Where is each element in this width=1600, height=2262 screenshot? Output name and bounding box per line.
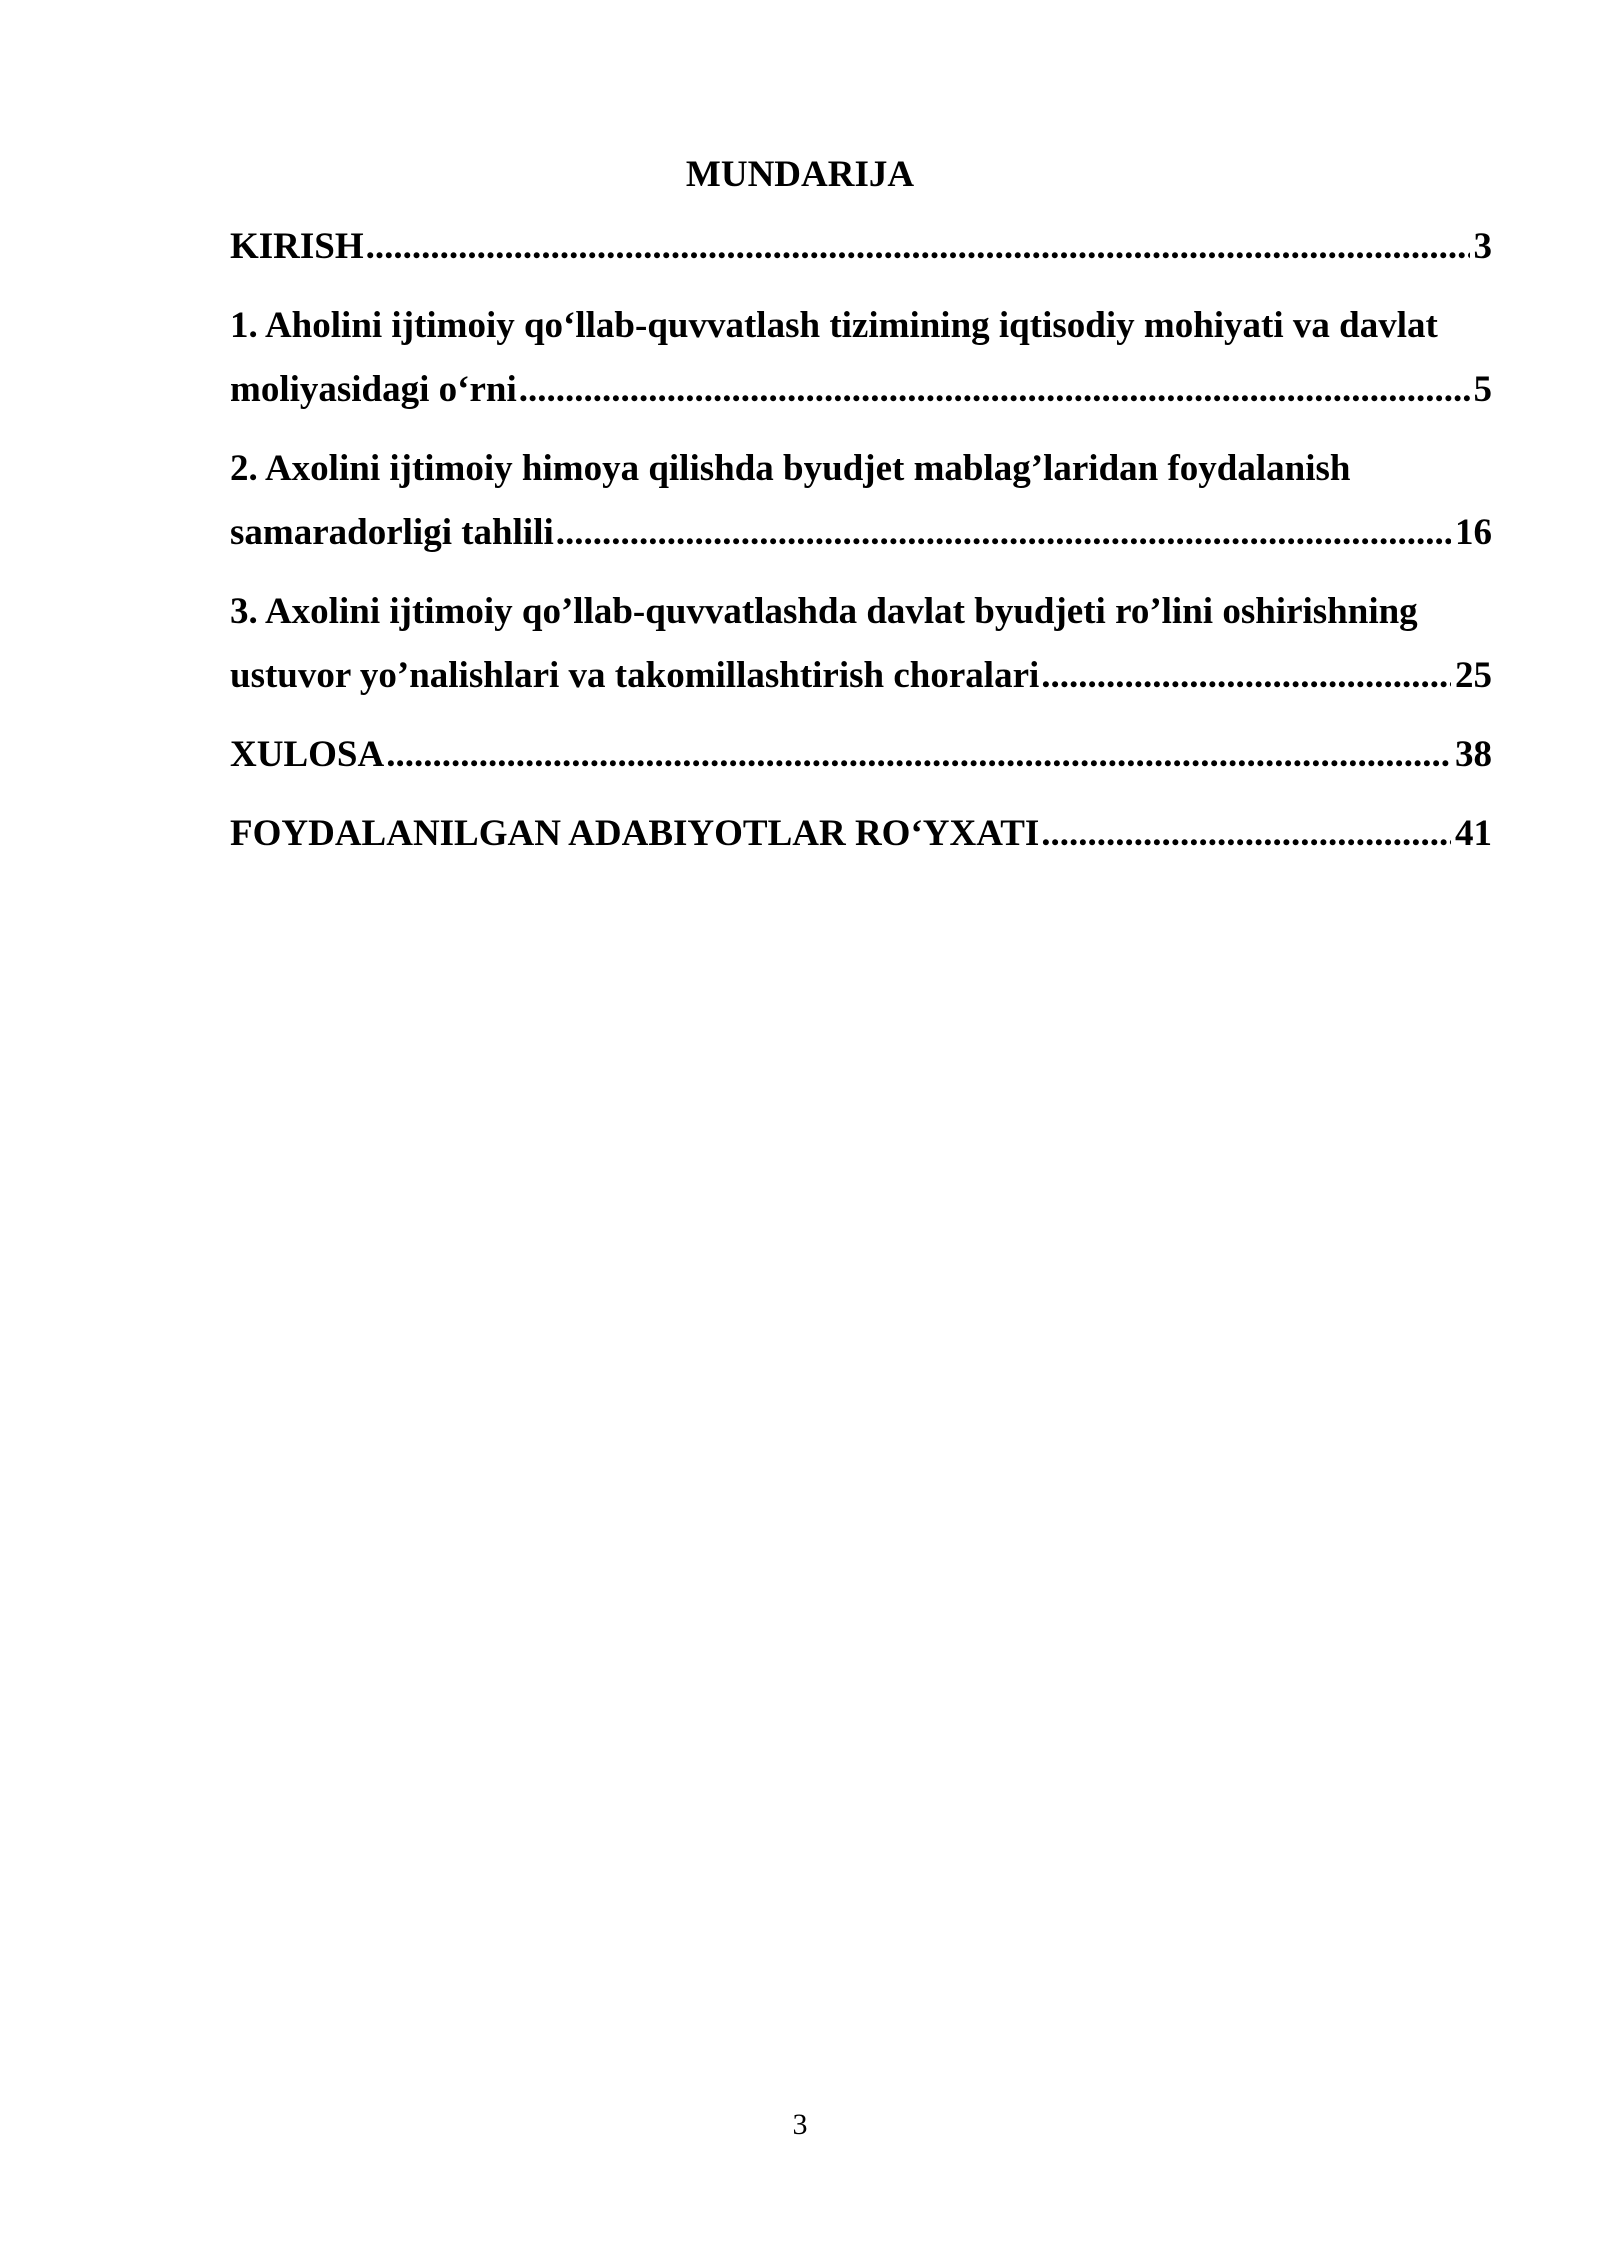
toc-entry-title-first-line: 1. Aholini ijtimoiy qo‘llab-quvvatlash tizimining iqtisodiy mohiyati va davlat: [230, 305, 1438, 346]
dot-leader: [556, 501, 1451, 565]
toc-entry-references[interactable]: [230, 802, 1492, 866]
toc-entry-chapter-1[interactable]: [230, 294, 1492, 422]
toc-page-number: 16: [1455, 512, 1492, 553]
toc-page-number: 25: [1455, 655, 1492, 696]
toc-page-number: 5: [1473, 369, 1492, 410]
dot-leader: [366, 215, 1470, 279]
dot-leader: [519, 358, 1470, 422]
toc-entry-title-first-line: 3. Axolini ijtimoiy qo’llab-quvvatlashda davlat byudjeti ro’lini oshirishning: [230, 591, 1418, 632]
toc-page-number: 3: [1473, 226, 1492, 267]
toc-entry-kirish[interactable]: [230, 215, 1492, 279]
table-of-contents: [230, 215, 1492, 881]
toc-entry-title-first-line: 2. Axolini ijtimoiy himoya qilishda byudjet mablag’laridan foydalanish: [230, 448, 1351, 489]
toc-entry-title: KIRISH: [230, 226, 364, 267]
toc-line: [230, 215, 1492, 279]
dot-leader: [386, 723, 1451, 787]
dot-leader: [1041, 802, 1451, 866]
toc-line: [230, 358, 1492, 422]
dot-leader: [1041, 644, 1451, 708]
toc-line: [230, 501, 1492, 565]
toc-entry-title-second-line: moliyasidagi o‘rni: [230, 369, 517, 410]
toc-entry-title-second-line: samaradorligi tahlili: [230, 512, 554, 553]
page-number-footer: 3: [792, 2108, 808, 2141]
toc-page-number: 41: [1455, 813, 1492, 854]
toc-title: MUNDARIJA: [685, 154, 915, 195]
toc-page-number: 38: [1455, 734, 1492, 775]
toc-entry-title-second-line: ustuvor yo’nalishlari va takomillashtirish choralari: [230, 655, 1040, 696]
toc-line: [230, 644, 1492, 708]
toc-entry-title: XULOSA: [230, 734, 385, 775]
toc-entry-chapter-3[interactable]: [230, 580, 1492, 708]
toc-entry-title: FOYDALANILGAN ADABIYOTLAR RO‘YXATI: [230, 813, 1040, 854]
toc-entry-chapter-2[interactable]: [230, 437, 1492, 565]
toc-entry-xulosa[interactable]: [230, 723, 1492, 787]
toc-line: [230, 723, 1492, 787]
toc-line: [230, 802, 1492, 866]
